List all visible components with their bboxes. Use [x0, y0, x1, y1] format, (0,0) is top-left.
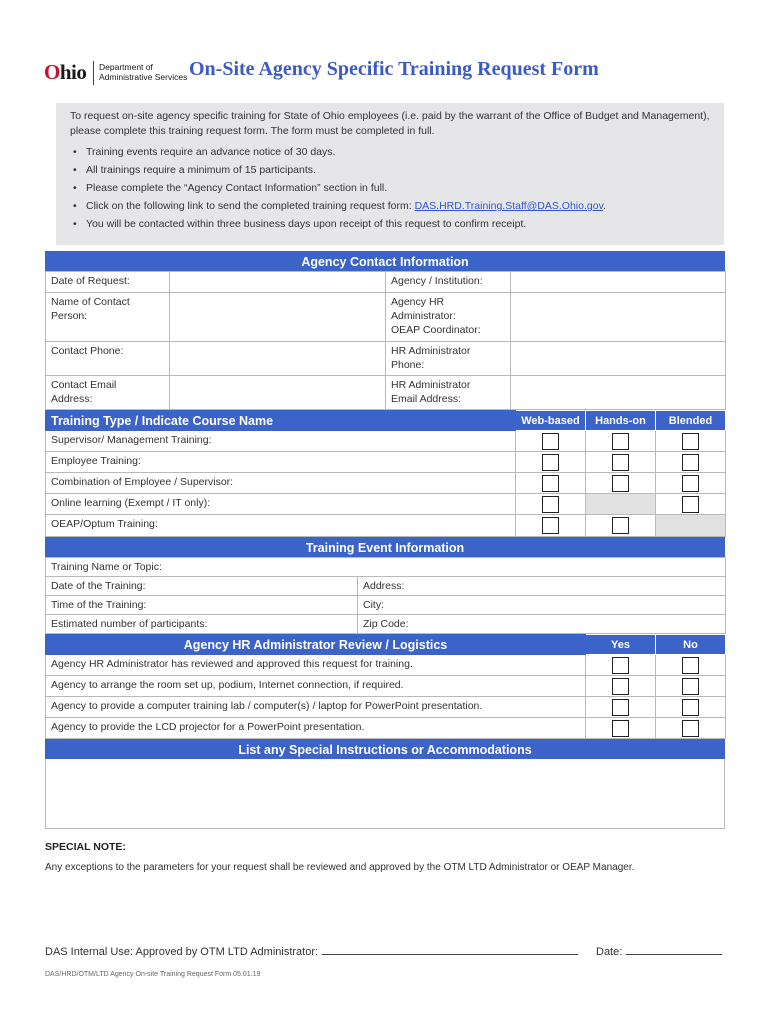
approved-yes-checkbox[interactable] [612, 657, 629, 674]
section-heading-review: Agency HR Administrator Review / Logistics [46, 635, 586, 655]
training-row-combination: Combination of Employee / Supervisor: [46, 473, 516, 494]
approval-date-field[interactable] [626, 944, 722, 955]
city-field[interactable]: City: [358, 596, 726, 615]
ohio-logo: Ohio [44, 60, 87, 84]
training-row-employee: Employee Training: [46, 452, 516, 473]
agency-hr-label: Agency HR Administrator: OEAP Coordinator: [386, 293, 511, 342]
training-row-oeap: OEAP/Optum Training: [46, 515, 516, 537]
combination-web-checkbox[interactable] [542, 475, 559, 492]
list-item: • Please complete the “Agency Contact Information” section in full. [70, 181, 710, 196]
supervisor-hands-on-checkbox[interactable] [612, 433, 629, 450]
computer-lab-yes-checkbox[interactable] [612, 699, 629, 716]
contact-phone-field[interactable] [170, 342, 386, 376]
training-type-table [45, 410, 726, 537]
column-header-yes: Yes [586, 635, 656, 655]
online-web-checkbox[interactable] [542, 496, 559, 513]
contact-email-field[interactable] [170, 376, 386, 410]
approved-no-checkbox[interactable] [682, 657, 699, 674]
list-item: • Training events require an advance notice of 30 days. [70, 145, 710, 160]
agency-institution-label: Agency / Institution: [386, 272, 511, 293]
email-link[interactable]: DAS.HRD.Training.Staff@DAS.Ohio.gov [414, 200, 604, 212]
review-table [45, 634, 726, 739]
column-header-web-based: Web-based [516, 411, 586, 431]
combination-hands-on-checkbox[interactable] [612, 475, 629, 492]
oeap-web-checkbox[interactable] [542, 517, 559, 534]
combination-blended-checkbox[interactable] [682, 475, 699, 492]
review-row-room-setup: Agency to arrange the room set up, podium, Internet connection, if required. [46, 676, 586, 697]
agency-hr-field[interactable] [511, 293, 726, 342]
room-setup-yes-checkbox[interactable] [612, 678, 629, 695]
date-of-request-label: Date of Request: [46, 272, 170, 293]
list-item: • You will be contacted within three business days upon receipt of this request to confirm receipt. [70, 217, 710, 232]
special-note-title: SPECIAL NOTE: [45, 841, 126, 853]
section-heading-training-type: Training Type / Indicate Course Name [46, 411, 516, 431]
request-form [45, 251, 725, 829]
oeap-hands-on-checkbox[interactable] [612, 517, 629, 534]
event-table [45, 557, 726, 634]
list-item: • All trainings require a minimum of 15 participants. [70, 163, 710, 178]
training-date-field[interactable]: Date of the Training: [46, 577, 358, 596]
review-row-computer-lab: Agency to provide a computer training lab / computer(s) / laptop for PowerPoint presentation. [46, 697, 586, 718]
hr-email-label: HR Administrator Email Address: [386, 376, 511, 410]
page-title: On-Site Agency Specific Training Request Form [189, 58, 599, 80]
supervisor-web-checkbox[interactable] [542, 433, 559, 450]
disabled-cell [586, 494, 656, 515]
approval-date-line: Date: [596, 944, 722, 958]
logo-divider [93, 61, 94, 85]
hr-phone-field[interactable] [511, 342, 726, 376]
hr-email-field[interactable] [511, 376, 726, 410]
approval-signature-field[interactable] [322, 944, 578, 955]
column-header-blended: Blended [656, 411, 726, 431]
room-setup-no-checkbox[interactable] [682, 678, 699, 695]
column-header-hands-on: Hands-on [586, 411, 656, 431]
employee-web-checkbox[interactable] [542, 454, 559, 471]
instructions-list [70, 145, 710, 232]
list-item: • Click on the following link to send the completed training request form: DAS.HRD.Training.Staff@DAS.Ohio.gov. [70, 199, 710, 214]
training-time-field[interactable]: Time of the Training: [46, 596, 358, 615]
supervisor-blended-checkbox[interactable] [682, 433, 699, 450]
training-row-online: Online learning (Exempt / IT only): [46, 494, 516, 515]
section-heading-event: Training Event Information [45, 537, 725, 557]
computer-lab-no-checkbox[interactable] [682, 699, 699, 716]
contact-table [45, 271, 726, 410]
address-field[interactable]: Address: [358, 577, 726, 596]
hr-phone-label: HR Administrator Phone: [386, 342, 511, 376]
zip-code-field[interactable]: Zip Code: [358, 615, 726, 634]
approval-line: DAS Internal Use: Approved by OTM LTD Administrator: [45, 944, 578, 958]
instructions-paragraph: To request on-site agency specific training for State of Ohio employees (i.e. paid by the warrant of the Office of Budget and Management), please complete this training request form. The form must be completed in full. [70, 110, 710, 137]
employee-blended-checkbox[interactable] [682, 454, 699, 471]
section-heading-contact: Agency Contact Information [45, 251, 725, 271]
contact-person-field[interactable] [170, 293, 386, 342]
page-header [44, 58, 734, 88]
agency-institution-field[interactable] [511, 272, 726, 293]
contact-phone-label: Contact Phone: [46, 342, 170, 376]
training-topic-field[interactable]: Training Name or Topic: [46, 558, 726, 577]
department-logo-text: Department of Administrative Services [99, 62, 188, 82]
contact-email-label: Contact Email Address: [46, 376, 170, 410]
online-blended-checkbox[interactable] [682, 496, 699, 513]
disabled-cell [656, 515, 726, 537]
instructions-box [56, 103, 724, 245]
employee-hands-on-checkbox[interactable] [612, 454, 629, 471]
form-code-footer: DAS/HRD/OTM/LTD Agency On-site Training Request Form 05.01.19 [45, 971, 261, 978]
section-heading-special: List any Special Instructions or Accommodations [45, 739, 725, 759]
participants-field[interactable]: Estimated number of participants: [46, 615, 358, 634]
projector-yes-checkbox[interactable] [612, 720, 629, 737]
special-note-text: Any exceptions to the parameters for your request shall be reviewed and approved by the OTM LTD Administrator or OEAP Manager. [45, 862, 635, 873]
projector-no-checkbox[interactable] [682, 720, 699, 737]
training-row-supervisor: Supervisor/ Management Training: [46, 431, 516, 452]
review-row-projector: Agency to provide the LCD projector for a PowerPoint presentation. [46, 718, 586, 739]
date-of-request-field[interactable] [170, 272, 386, 293]
review-row-approved: Agency HR Administrator has reviewed and approved this request for training. [46, 655, 586, 676]
contact-person-label: Name of Contact Person: [46, 293, 170, 342]
special-instructions-field[interactable] [45, 759, 725, 829]
column-header-no: No [656, 635, 726, 655]
